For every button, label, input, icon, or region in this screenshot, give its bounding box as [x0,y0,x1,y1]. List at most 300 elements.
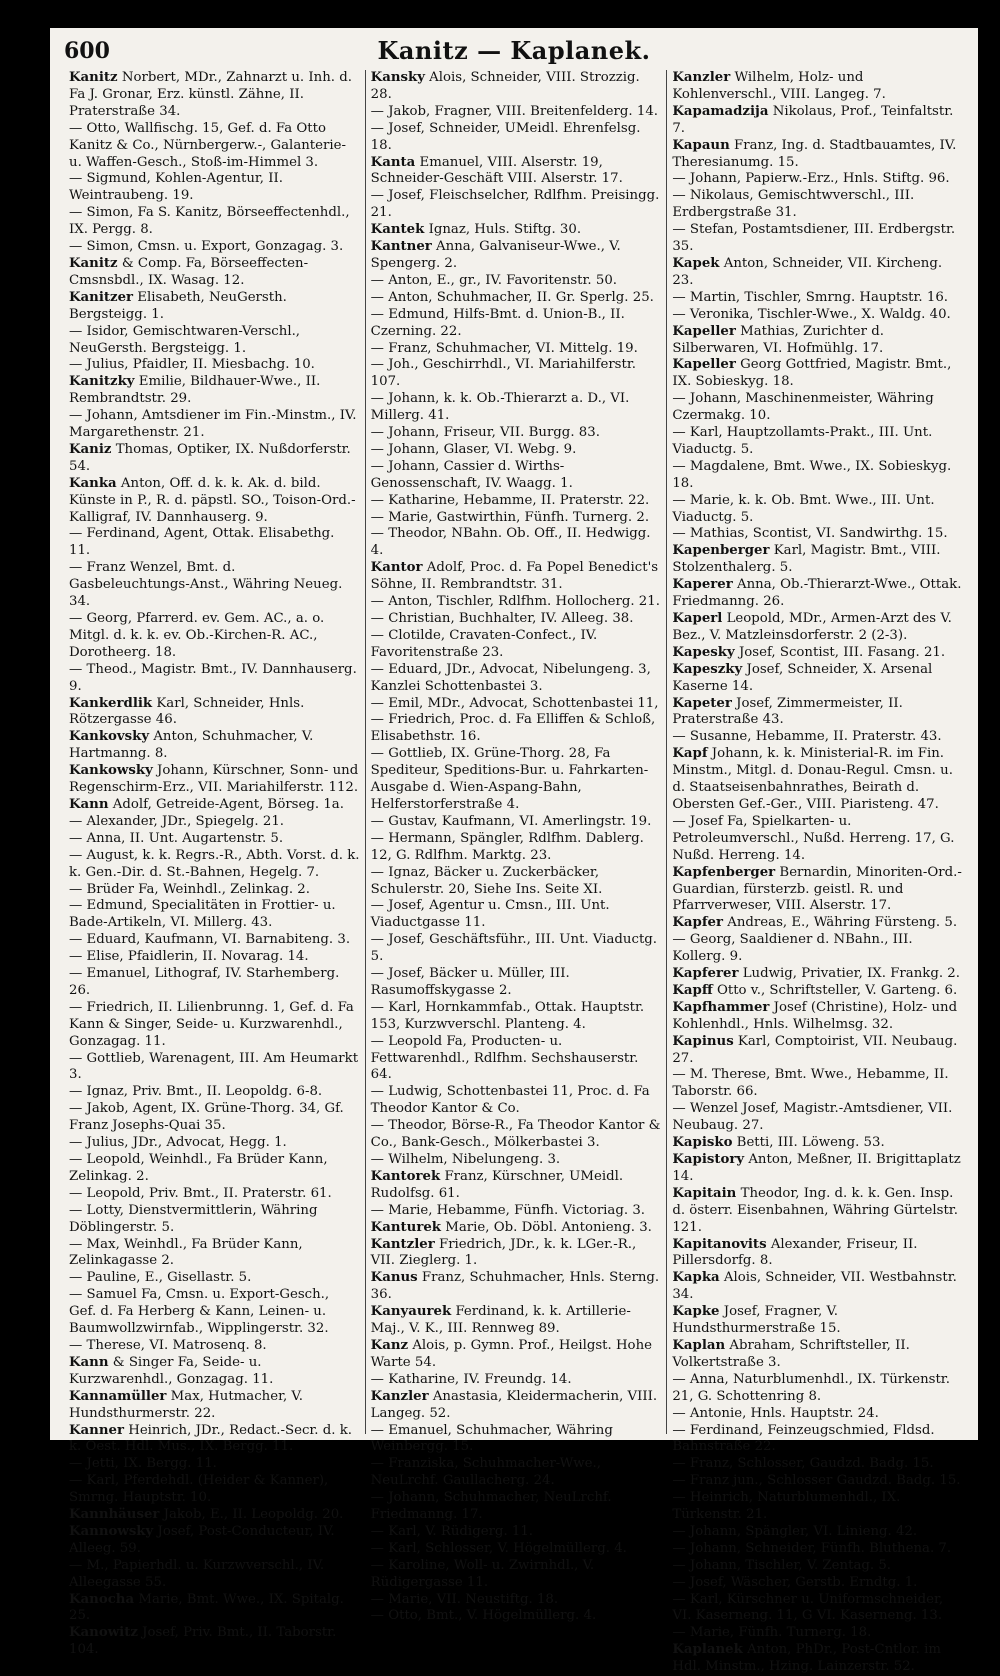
directory-entry [69,797,360,814]
entry-details: Anton, Schneider, VII. Kircheng. 23. [672,255,943,288]
directory-entry [672,611,963,645]
entry-details: — Johann, Papierw.-Erz., Hnls. Stiftg. 96. [672,171,950,187]
entry-surname: Kannowsky [69,1523,154,1539]
entry-details: Bernardin, Minoriten-Ord.-Guardian, fürsterzb. geistl. R. und Pfarrverweser, VIII. Alserstr. 17. [672,864,962,914]
directory-entry [69,696,360,730]
entry-details: Josef, Priv. Bmt., II. Taborstr. 104. [69,1625,337,1658]
entry-details: — Johann, Friseur, VII. Burgg. 83. [370,425,600,441]
entry-details: — Emil, MDr., Advocat, Schottenbastei 11, [370,695,659,711]
entry-details: — Heinrich, Naturblumenhdl., IX. Türkenstr. 21. [672,1490,901,1523]
directory-entry [69,1237,360,1271]
entry-details: Alexander, Friseur, II. Pillersdorfg. 8. [672,1236,918,1269]
directory-entry [672,543,963,577]
entry-details: — Pauline, E., Gisellastr. 5. [69,1270,252,1286]
entry-details: — Leopold, Priv. Bmt., II. Praterstr. 61. [69,1185,332,1201]
entry-surname: Kanowitz [69,1625,138,1641]
entry-details: — Brüder Fa, Weinhdl., Zelinkag. 2. [69,881,310,897]
entry-details: — Marie, Hebamme, Fünfh. Victoriag. 3. [370,1202,646,1218]
entry-details: — Josef, Bäcker u. Müller, III. Rasumoffskygasse 2. [370,966,570,998]
directory-entry [672,865,963,916]
directory-entry [69,611,360,662]
directory-entry [672,1524,963,1541]
page-header [50,28,978,68]
entry-details: — Christian, Buchhalter, IV. Alleeg. 38. [370,611,634,626]
entry-details: — Anton, Tischler, Rdlfhm. Hollocherg. 21. [370,594,660,610]
directory-entry [371,1034,662,1085]
entry-details: Heinrich, JDr., Redact.-Secr. d. k. k. Oest. Hdl. Mus., IX. Bergg. 11. [69,1422,352,1455]
entry-surname: Kaplan [672,1337,726,1353]
entry-surname: Kapitain [672,1185,737,1201]
entry-details: Johann, k. k. Ministerial-R. im Fin. Minstm., Mitgl. d. Donau-Regul. Cmsn. u. d. Staatseisenbahnrathes, Beirath d. Obersten Gef.-Ger., VIII. Piaristeng. 47. [672,746,953,812]
directory-entry [371,1169,662,1203]
entry-details: — Otto, Bmt., V. Högelmüllerg. 4. [370,1608,597,1624]
entry-details: Anton, Schuhmacher, V. Hartmanng. 8. [69,729,314,762]
entry-details: Marie, Ob. Döbl. Antonieng. 3. [445,1219,652,1235]
directory-entry [69,290,360,324]
directory-entry [371,1389,662,1423]
directory-entry [371,1152,662,1169]
entry-details: — Karl, V. Rüdigerg. 11. [370,1523,534,1539]
entry-surname: Kannamüller [69,1388,167,1404]
entry-surname: Kantek [370,222,425,238]
entry-surname: Kapisko [672,1135,733,1151]
entry-details: — Julius, JDr., Advocat, Hegg. 1. [69,1135,287,1151]
directory-page [50,28,978,1675]
entry-details: Theodor, Ing. d. k. k. Gen. Insp. d. österr. Eisenbahnen, Währing Gürtelstr. 121. [672,1185,958,1235]
directory-entry [69,932,360,949]
directory-entry [371,560,662,594]
entry-surname: Kankerdlik [69,695,153,711]
directory-entry [371,611,662,628]
entry-details: — Emanuel, Lithograf, IV. Starhemberg. 26. [69,966,340,998]
directory-entry [69,1456,360,1473]
entry-surname: Kaperer [672,577,733,593]
entry-details: — Friedrich, II. Lilienbrunng. 1, Gef. d. Fa Kann & Singer, Seide- u. Kurzwarenhdl., Gonzagag. 11. [69,999,354,1049]
directory-entry [69,1203,360,1237]
directory-entry [371,696,662,713]
directory-entry [69,763,360,797]
directory-entry [371,70,662,104]
entry-details: Josef, Schneider, X. Arsenal Kaserne 14. [672,661,933,694]
entry-details: — Friedrich, Proc. d. Fa Elliffen & Schloß, Elisabethstr. 16. [370,712,656,745]
entry-details: — Karoline, Woll- u. Zwirnhdl., V. Rüdigergasse 11. [370,1557,595,1590]
directory-entry [672,138,963,172]
entry-details: — Gustav, Kaufmann, VI. Amerlingstr. 19. [370,813,652,829]
directory-entry [672,1304,963,1338]
directory-entry [371,831,662,865]
entry-surname: Kanz [370,1337,409,1353]
entry-details: Andreas, E., Währing Fürsteng. 5. [727,915,958,931]
entry-details: Nikolaus, Prof., Teinfaltstr. 7. [672,103,954,136]
entry-details: — Johann, Spängler, VI. Linieng. 42. [672,1523,918,1539]
entry-details: Emanuel, VIII. Alserstr. 19, Schneider-Geschäft VIII. Alserstr. 17. [370,154,623,187]
entry-details: — Antonie, Hnls. Hauptstr. 24. [672,1405,879,1421]
directory-entry [371,712,662,746]
entry-details: — Karl, Pferdehdl. (Heider & Kanner), Smrng. Hauptstr. 10. [69,1473,329,1506]
directory-entry [672,256,963,290]
column-left [64,70,365,1658]
entry-surname: Kanitzky [69,374,135,390]
entry-details: — Stefan, Postamtsdiener, III. Erdbergstr. 35. [672,222,956,255]
entry-details: — Josef, Fleischselcher, Rdlfhm. Preisingg. 21. [370,188,660,221]
entry-details: — Julius, Pfaidler, II. Miesbachg. 10. [69,357,315,373]
directory-entry [371,442,662,459]
entry-details: — Anton, E., gr., IV. Favoritenstr. 50. [370,272,618,288]
entry-details: Karl, Magistr. Bmt., VIII. Stolzenthalerg. 5. [672,543,941,576]
entry-details: — Jakob, Fragner, VIII. Breitenfelderg. 14. [370,103,659,119]
directory-entry [371,865,662,899]
directory-entry [371,273,662,290]
entry-details: — Marie, k. k. Ob. Bmt. Wwe., III. Unt. Viaductg. 5. [672,492,935,525]
entry-details: — Anna, II. Unt. Augartenstr. 5. [69,830,284,846]
entry-surname: Kapfenberger [672,864,776,880]
entry-details: Elisabeth, NeuGersth. Bergsteigg. 1. [69,289,287,322]
directory-entry [672,577,963,611]
entry-surname: Kansky [370,70,425,85]
entry-details: Norbert, MDr., Zahnarzt u. Inh. d. Fa J. Gronar, Erz. künstl. Zähne, II. Praterstraße 34. [69,70,352,119]
entry-details: — Edmund, Specialitäten in Frottier- u. Bade-Artikeln, VI. Millerg. 43. [69,898,336,931]
directory-entry [69,1287,360,1338]
directory-entry [371,222,662,239]
entry-details: — Eduard, Kaufmann, VI. Barnabiteng. 3. [69,932,351,948]
entry-surname: Kann [69,796,109,812]
entry-surname: Kapferer [672,966,739,982]
entry-details: — Johann, Tischler, V. Zentag. 5. [672,1557,892,1573]
entry-surname: Kapesky [672,644,735,660]
directory-entry [69,1186,360,1203]
entry-details: Alois, Schneider, VIII. Strozzig. 28. [370,70,640,102]
directory-entry [371,357,662,391]
directory-entry [672,104,963,138]
entry-details: Otto v., Schriftsteller, V. Garteng. 6. [716,982,958,998]
page-title: Kanitz — Kaplanek. [377,36,651,65]
entry-details: — Marie, Fünfh. Turnerg. 18. [672,1625,872,1641]
directory-entry [672,1034,963,1068]
entry-details: — Anna, Naturblumenhdl., IX. Türkenstr. 21, G. Schottenring 8. [672,1371,950,1404]
entry-details: Alois, Schneider, VII. Westbahnstr. 34. [672,1270,957,1303]
entry-details: — Max, Weinhdl., Fa Brüder Kann, Zelinkagasse 2. [69,1236,303,1269]
entry-details: — Johann, k. k. Ob.-Thierarzt a. D., VI. Millerg. 41. [370,391,630,424]
entry-surname: Kapfhammer [672,999,770,1015]
entry-surname: Kapff [672,982,713,998]
entry-surname: Kanitz [69,255,118,271]
entry-details: Leopold, MDr., Armen-Arzt des V. Bez., V. Matzleinsdorferstr. 2 (2-3). [672,611,952,643]
directory-entry [371,932,662,966]
directory-entry [69,848,360,882]
entry-details: & Comp. Fa, Börseeffecten-Cmsnsbdl., IX. Wasag. 12. [69,255,309,288]
directory-entry [69,70,360,121]
directory-entry [672,729,963,746]
entry-details: — Joh., Geschirrhdl., VI. Mariahilferstr. 107. [370,357,636,390]
entry-details: — Franz, Schuhmacher, VI. Mittelg. 19. [370,340,638,356]
entry-details: — Josef, Geschäftsführ., III. Unt. Viaductg. 5. [370,932,658,965]
entry-details: Anton, PhDr., Post-Cntlor. im Hdl. Minstm., Hzing. Lainzerstr. 52. [672,1642,941,1675]
directory-entry [371,1608,662,1625]
entry-details: — Isidor, Gemischtwaren-Verschl., NeuGersth. Bergsteigg. 1. [69,323,301,356]
entry-surname: Kankowsky [69,763,153,779]
entry-surname: Kanka [69,475,117,491]
directory-entry [69,1592,360,1626]
directory-entry [371,121,662,155]
entry-details: — Wenzel Josef, Magistr.-Amtsdiener, VII. Neubaug. 27. [672,1101,953,1134]
directory-entry [672,357,963,391]
entry-details: — Gottlieb, IX. Grüne-Thorg. 28, Fa Spediteur, Speditions-Bur. u. Fahrkarten-Ausgabe d. Wien-Aspang-Bahn, Helferstorferstraße 4. [370,746,649,812]
entry-surname: Kapf [672,746,708,762]
entry-details: Franz, Kürschner, UMeidl. Rudolfsg. 61. [370,1168,624,1201]
entry-details: Anna, Ob.-Thierarzt-Wwe., Ottak. Friedmanng. 26. [672,577,962,610]
entry-details: — Leopold, Weinhdl., Fa Brüder Kann, Zelinkag. 2. [69,1152,328,1184]
entry-details: Marie, Bmt. Wwe., IX. Spitalg. 25. [69,1591,344,1624]
entry-surname: Kapeter [672,695,732,711]
entry-details: Anna, Galvaniseur-Wwe., V. Spengerg. 2. [370,239,621,271]
directory-entry [69,560,360,611]
entry-details: — M., Papierhdl. u. Kurzwverschl., IV. Alleegasse 55. [69,1557,325,1590]
entry-details: — Franz Wenzel, Bmt. d. Gasbeleuchtungs-Anst., Währing Neueg. 34. [69,560,343,610]
entry-surname: Kapka [672,1270,720,1286]
entry-surname: Kapek [672,255,720,271]
entry-details: — Ferdinand, Feinzeugschmied, Fldsd. Bahnstraße 22. [672,1422,935,1455]
entry-details: — Leopold Fa, Producten- u. Fettwarenhdl., Rdlfhm. Sechshauserstr. 64. [370,1033,639,1083]
entry-details: — Ferdinand, Agent, Ottak. Elisabethg. 11. [69,526,335,559]
entry-details: — Nikolaus, Gemischtwverschl., III. Erdbergstraße 31. [672,188,915,221]
entry-details: Anton, Meßner, II. Brigittaplatz 14. [672,1152,961,1184]
directory-entry [69,898,360,932]
entry-details: — Theodor, NBahn. Ob. Off., II. Hedwigg. 4. [370,526,651,559]
directory-entry [672,1186,963,1237]
directory-entry [672,915,963,932]
directory-entry [672,814,963,865]
directory-entry [672,932,963,966]
entry-details: — Anton, Schuhmacher, II. Gr. Sperlg. 25. [370,289,654,305]
entry-surname: Kaplanek [672,1642,743,1658]
directory-entry [69,256,360,290]
entry-details: — Johann, Maschinenmeister, Währing Czermakg. 10. [672,391,934,424]
directory-entry [672,526,963,543]
directory-entry [371,1338,662,1372]
entry-details: — Ludwig, Schottenbastei 11, Proc. d. Fa Theodor Kantor & Co. [370,1084,650,1117]
entry-details: — Lotty, Dienstvermittlerin, Währing Döblingerstr. 5. [69,1202,318,1235]
entry-details: — Jakob, Agent, IX. Grüne-Thorg. 34, Gf. Franz Josephs-Quai 35. [69,1101,344,1134]
column-right [666,70,968,1675]
entry-details: Karl, Comptoirist, VII. Neubaug. 27. [672,1033,958,1066]
entry-surname: Kanyaurek [370,1304,452,1320]
directory-entry [69,1135,360,1152]
entry-details: — Martin, Tischler, Smrng. Hauptstr. 16. [672,289,949,305]
entry-surname: Kann [69,1354,109,1370]
entry-details: Mathias, Zurichter d. Silberwaren, VI. Hofmühlg. 17. [672,323,884,356]
entry-details: Ignaz, Huls. Stiftg. 30. [428,222,582,238]
entry-details: — Georg, Saaldiener d. NBahn., III. Kollerg. 9. [672,932,913,965]
directory-entry [371,391,662,425]
entry-surname: Kanturek [370,1219,441,1235]
entry-details: — Elise, Pfaidlerin, II. Novarag. 14. [69,949,309,965]
entry-details: — Georg, Pfarrerd. ev. Gem. AC., a. o. Mitgl. d. k. k. ev. Ob.-Kirchen-R. AC., Dorotheerg. 18. [69,611,325,660]
directory-entry [69,814,360,831]
entry-details: Josef, Post-Conducteur, IV. Alleeg. 59. [69,1523,335,1556]
directory-entry [371,510,662,527]
entry-details: Abraham, Schriftsteller, II. Volkertstraße 3. [672,1337,910,1370]
directory-entry [69,205,360,239]
directory-entry [69,949,360,966]
entry-details: Josef, Scontist, III. Fasang. 21. [738,644,946,660]
directory-entry [69,1524,360,1558]
directory-entry [371,1220,662,1237]
directory-entry [371,594,662,611]
entry-details: — Sigmund, Kohlen-Agentur, II. Weintraubeng. 19. [69,171,283,204]
entry-details: — Karl, Hauptzollamts-Prakt., III. Unt. Viaductg. 5. [672,425,933,457]
directory-entry [672,70,963,104]
entry-surname: Kapistory [672,1152,745,1167]
entry-details: — Wilhelm, Nibelungeng. 3. [370,1152,561,1167]
directory-entry [69,442,360,476]
directory-entry [69,1507,360,1524]
entry-surname: Kaperl [672,611,723,626]
entry-details: — Johann, Glaser, VI. Webg. 9. [370,441,577,457]
directory-entry [672,1473,963,1490]
directory-entry [69,357,360,374]
entry-details: — Johann, Amtsdiener im Fin.-Minstm., IV. Margarethenstr. 21. [69,408,357,441]
directory-entry [69,1423,360,1457]
entry-surname: Kannhäuser [69,1507,160,1523]
directory-entry [69,1355,360,1389]
directory-entry [672,746,963,814]
entry-surname: Kanitz [69,70,118,85]
directory-entry [371,1084,662,1118]
entry-surname: Kantner [370,239,432,255]
entry-details: — Johann, Schneider, Fünfh. Bluthena. 7. [672,1540,952,1556]
directory-entry [672,1152,963,1186]
directory-entry [69,882,360,899]
directory-entry [672,290,963,307]
directory-entry [69,408,360,442]
directory-entry [371,628,662,662]
directory-entry [371,526,662,560]
entry-details: Franz, Schuhmacher, Hnls. Sterng. 36. [370,1270,660,1303]
entry-details: — Josef, Wäscher, Gerstb. Erndtg. 1. [672,1574,918,1590]
entry-details: Georg Gottfried, Magistr. Bmt., IX. Sobieskyg. 18. [672,357,952,390]
directory-entry [371,898,662,932]
directory-entry [69,966,360,1000]
entry-details: — Magdalene, Bmt. Wwe., IX. Sobieskyg. 18. [672,458,952,491]
entry-surname: Kankovsky [69,729,150,745]
directory-entry [672,983,963,1000]
directory-entry [672,222,963,256]
entry-details: — Veronika, Tischler-Wwe., X. Waldg. 40. [672,306,951,322]
directory-entry [371,341,662,358]
entry-details: — Johann, Cassier d. Wirths-Genossenschaft, IV. Waagg. 1. [370,458,573,491]
entry-details: — Marie, Gastwirthin, Fünfh. Turnerg. 2. [370,509,650,525]
directory-entry [69,324,360,358]
entry-surname: Kanitzer [69,289,134,305]
entry-details: — Mathias, Scontist, VI. Sandwirthg. 15. [672,526,948,542]
entry-details: — Josef, Schneider, UMeidl. Ehrenfelsg. 18. [370,120,641,153]
directory-entry [672,645,963,662]
directory-entry [371,459,662,493]
directory-entry [69,1152,360,1186]
entry-details: — Alexander, JDr., Spiegelg. 21. [69,813,285,829]
entry-details: Wilhelm, Holz- und Kohlenverschl., VIII. Langeg. 7. [672,70,886,102]
directory-entry [371,1524,662,1541]
entry-details: — Franz, Schlosser, Gaudzd. Badg. 15. [672,1456,934,1472]
directory-entry [69,729,360,763]
directory-entry [371,104,662,121]
entry-details: Johann, Kürschner, Sonn- und Regenschirm-Erz., VII. Mariahilferstr. 112. [69,763,359,796]
entry-surname: Kantor [370,560,423,576]
directory-entry [672,1541,963,1558]
directory-entry [672,1372,963,1406]
entry-details: — Josef, Agentur u. Cmsn., III. Unt. Viaductgasse 11. [370,898,610,931]
page-number: 600 [64,38,110,64]
entry-details: Anton, Off. d. k. k. Ak. d. bild. Künste in P., R. d. päpstl. SO., Toison-Ord.-Kalligraf, IV. Dannhauserg. 9. [69,475,356,525]
directory-entry [672,662,963,696]
column-middle [365,70,667,1624]
entry-details: — M. Therese, Bmt. Wwe., Hebamme, II. Taborstr. 66. [672,1067,949,1100]
entry-details: — Franziska, Schuhmacher-Wwe., NeuLrchf. Gaullacherg. 24. [370,1456,601,1489]
entry-details: Ferdinand, k. k. Artillerie-Maj., V. K., III. Rennweg 89. [370,1304,631,1337]
entry-details: — Karl, Hornkammfab., Ottak. Hauptstr. 153, Kurzwverschl. Planteng. 4. [370,999,645,1032]
entry-details: Friedrich, JDr., k. k. LGer.-R., VII. Zieglerg. 1. [370,1236,637,1269]
directory-entry [69,1625,360,1659]
directory-entry [371,290,662,307]
directory-entry [672,966,963,983]
directory-entry [69,1084,360,1101]
directory-entry [672,1135,963,1152]
entry-details: — Otto, Wallfischg. 15, Gef. d. Fa Otto Kanitz & Co., Nürnbergerw.-, Galanterie- u. Waffen-Gesch., Stoß-im-Himmel 3. [69,120,346,170]
directory-entry [371,1237,662,1271]
entry-details: Karl, Schneider, Hnls. Rötzergasse 46. [69,695,305,728]
directory-entry [672,1490,963,1524]
directory-entry [672,1270,963,1304]
entry-details: — Susanne, Hebamme, II. Praterstr. 43. [672,729,942,745]
directory-entry [672,1406,963,1423]
entry-details: — Hermann, Spängler, Rdlfhm. Dablerg. 12, G. Rdlfhm. Marktg. 23. [370,830,644,863]
entry-details: Josef, Zimmermeister, II. Praterstraße 43. [672,695,903,728]
directory-entry [672,1575,963,1592]
entry-details: — Jetti, IX. Bergg. 11. [69,1456,217,1472]
entry-details: — Karl, Kürschner u. Uniformschneider, VI. Kaserneng. 11, G VI. Kaserneng. 13. [672,1591,944,1624]
entry-surname: Kaniz [69,441,112,457]
directory-entry [371,1118,662,1152]
directory-entry [371,425,662,442]
directory-entry [672,1625,963,1642]
entry-details: — August, k. k. Regrs.-R., Abth. Vorst. d. k. k. Gen.-Dir. d. St.-Bahnen, Hegelg. 7. [69,847,360,880]
directory-entry [672,1067,963,1101]
directory-entry [69,1558,360,1592]
directory-entry [672,459,963,493]
directory-entry [371,1000,662,1034]
entry-details: — Clotilde, Cravaten-Confect., IV. Favoritenstraße 23. [370,627,598,660]
directory-entry [69,476,360,527]
entry-details: Thomas, Optiker, IX. Nußdorferstr. 54. [69,441,351,474]
entry-surname: Kapenberger [672,543,770,559]
directory-entry [69,526,360,560]
directory-entry [672,1642,963,1676]
entry-details: Emilie, Bildhauer-Wwe., II. Rembrandtstr. 29. [69,374,321,407]
directory-entry [672,391,963,425]
entry-surname: Kapeller [672,357,736,373]
entry-details: Adolf, Proc. d. Fa Popel Benedict's Söhne, II. Rembrandtstr. 31. [370,560,659,593]
entry-details: — Karl, Schlosser, V. Högelmüllerg. 4. [370,1540,627,1556]
entry-surname: Kapeller [672,323,736,339]
entry-details: — Samuel Fa, Cmsn. u. Export-Gesch., Gef. d. Fa Herberg & Kann, Leinen- u. Baumwollzwirnfab., Wipplingerstr. 32. [69,1287,330,1337]
entry-surname: Kapke [672,1304,720,1320]
entry-details: — Simon, Fa S. Kanitz, Börseeffectenhdl., IX. Pergg. 8. [69,205,350,238]
directory-entry [69,239,360,256]
directory-entry [69,1338,360,1355]
entry-surname: Kantzler [370,1236,435,1252]
directory-entry [672,1338,963,1372]
entry-details: — Ignaz, Priv. Bmt., II. Leopoldg. 6-8. [69,1084,323,1100]
